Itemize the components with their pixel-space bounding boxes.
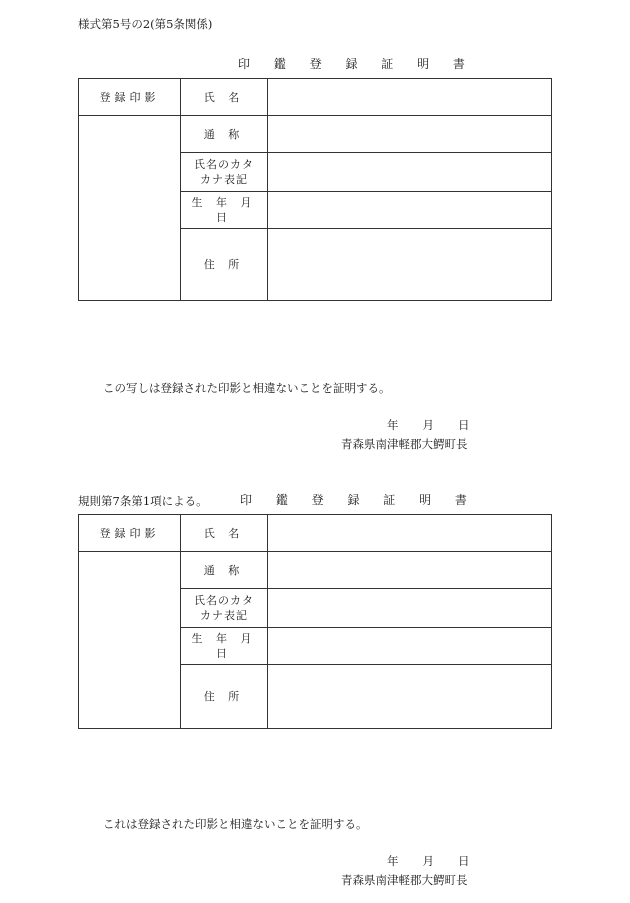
address-value-cell[interactable] xyxy=(268,665,552,729)
alias-label-cell xyxy=(181,116,268,153)
alias-value-cell[interactable] xyxy=(268,552,552,589)
issuer-name: 青森県南津軽郡大鰐町長 xyxy=(341,873,468,887)
year-label: 年 xyxy=(387,854,399,868)
birth-date-label: 生 年 月 日 xyxy=(191,632,257,660)
month-label: 月 xyxy=(422,418,434,432)
name-value-cell[interactable] xyxy=(268,515,552,552)
katakana-label: 氏名のカタカナ表記 xyxy=(194,594,254,622)
registration-table xyxy=(78,514,552,729)
seal-impression-area xyxy=(79,552,181,729)
certificate-title: 印 鑑 登 録 証 明 書 xyxy=(238,57,475,71)
address-label: 住 所 xyxy=(203,690,245,703)
name-label-cell xyxy=(181,515,268,552)
seal-label: 登録印影 xyxy=(99,90,160,104)
date-line xyxy=(387,417,470,433)
birth-date-value-cell[interactable] xyxy=(268,192,552,229)
day-label: 日 xyxy=(458,418,470,432)
alias-label: 通 称 xyxy=(203,563,245,577)
alias-value-cell[interactable] xyxy=(268,116,552,153)
katakana-label-cell xyxy=(181,589,268,628)
registration-table xyxy=(78,78,552,301)
katakana-value-cell[interactable] xyxy=(268,153,552,192)
date-line xyxy=(387,853,470,869)
name-label-cell xyxy=(181,79,268,116)
certificate-title: 印 鑑 登 録 証 明 書 xyxy=(240,493,477,507)
year-label: 年 xyxy=(387,418,399,432)
address-value-cell[interactable] xyxy=(268,229,552,301)
address-label-cell xyxy=(181,665,268,729)
birth-date-label-cell xyxy=(181,192,268,229)
certification-statement: これは登録された印影と相違ないことを証明する。 xyxy=(103,817,368,831)
alias-label-cell xyxy=(181,552,268,589)
address-label-cell xyxy=(181,229,268,301)
month-label: 月 xyxy=(422,854,434,868)
name-value-cell[interactable] xyxy=(268,79,552,116)
seal-label-cell xyxy=(79,515,181,552)
seal-label: 登録印影 xyxy=(99,526,160,540)
form-reference: 様式第5号の2(第5条関係) xyxy=(78,17,213,31)
issuer-name: 青森県南津軽郡大鰐町長 xyxy=(341,437,468,451)
katakana-label: 氏名のカタカナ表記 xyxy=(194,158,254,186)
birth-date-value-cell[interactable] xyxy=(268,628,552,665)
alias-label: 通 称 xyxy=(203,127,245,141)
certification-statement: この写しは登録された印影と相違ないことを証明する。 xyxy=(103,381,391,395)
seal-impression-area xyxy=(79,116,181,301)
name-label: 氏 名 xyxy=(203,90,245,104)
address-label: 住 所 xyxy=(203,258,245,271)
birth-date-label-cell xyxy=(181,628,268,665)
katakana-label-cell xyxy=(181,153,268,192)
birth-date-label: 生 年 月 日 xyxy=(191,196,257,224)
katakana-value-cell[interactable] xyxy=(268,589,552,628)
rule-reference: 規則第7条第1項による。 xyxy=(78,494,208,508)
seal-label-cell xyxy=(79,79,181,116)
day-label: 日 xyxy=(458,854,470,868)
name-label: 氏 名 xyxy=(203,526,245,540)
